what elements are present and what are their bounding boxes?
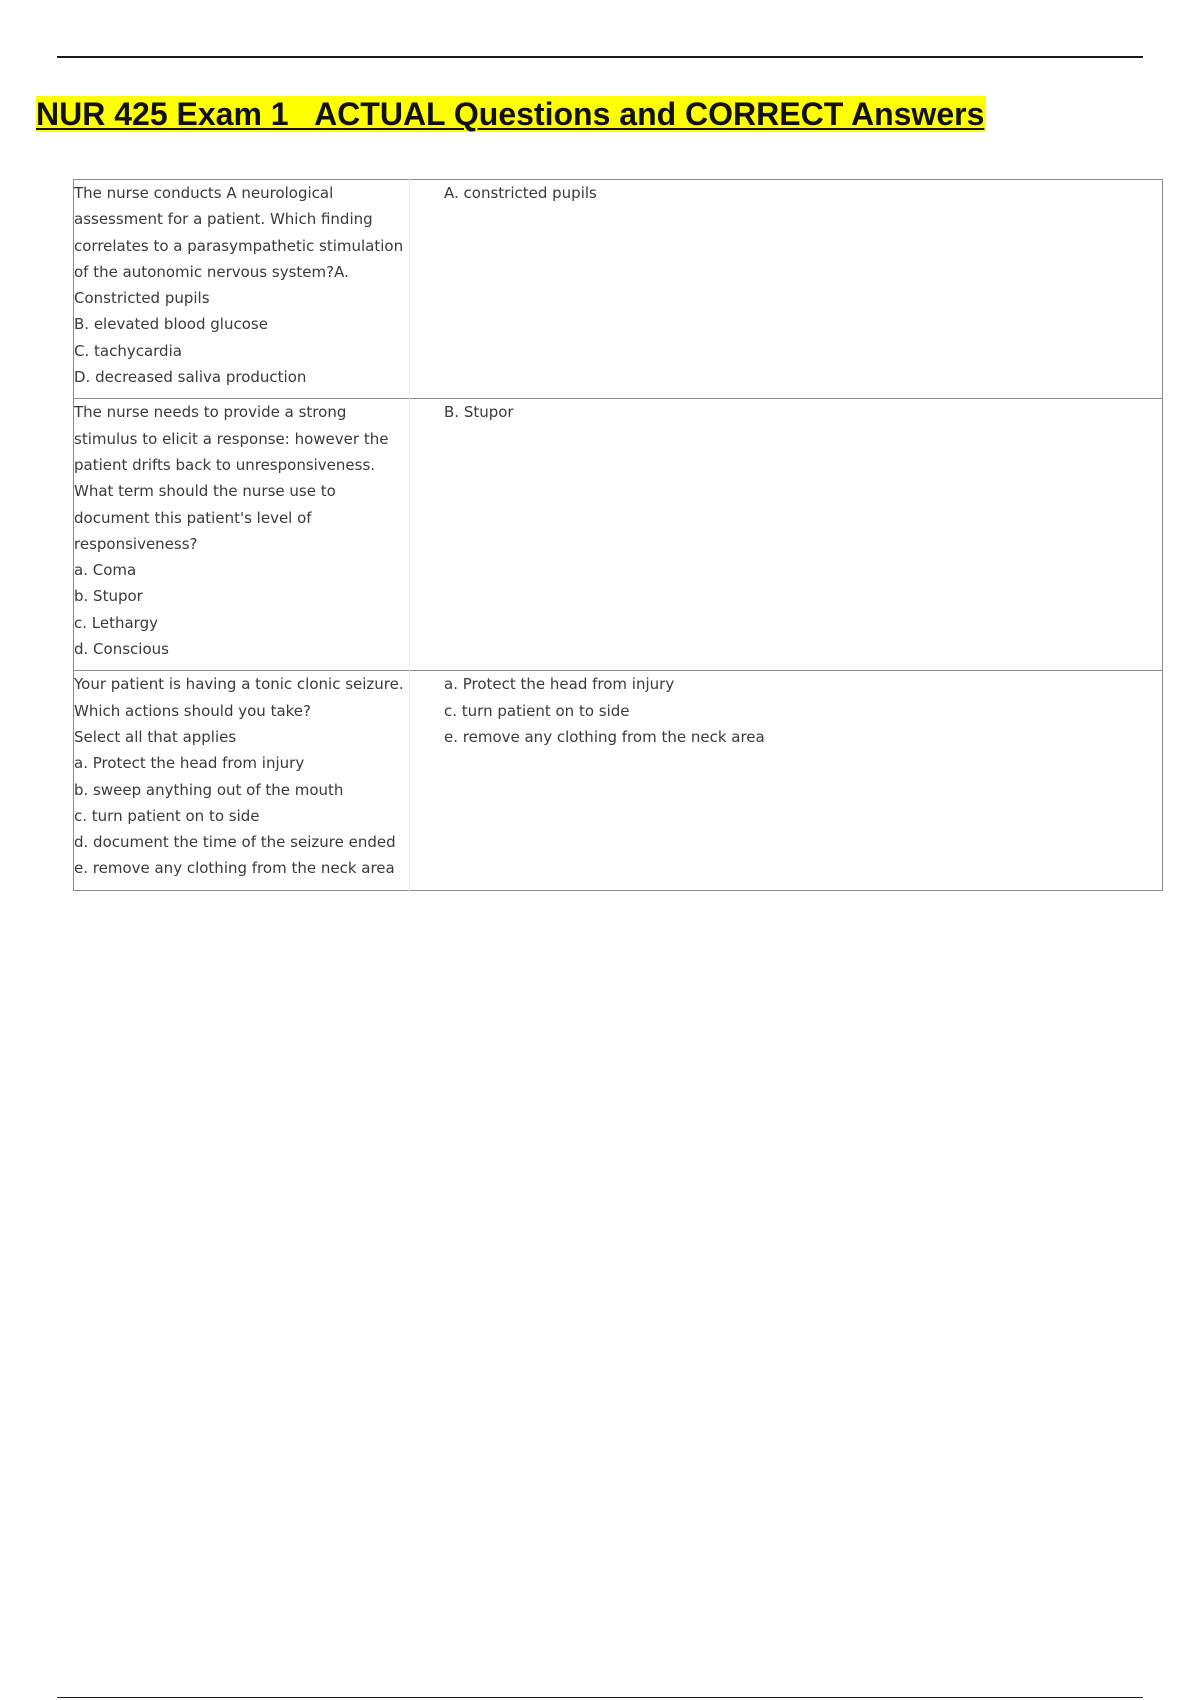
option-line: b. Stupor [74,587,143,606]
answer-cell [410,671,1163,890]
answer-line: A. constricted pupils [444,184,597,202]
question-line: Which actions should you take? [74,701,311,720]
option-line: c. Lethargy [74,613,158,632]
question-line: patient drifts back to unresponsiveness. [74,455,376,474]
option-line: b. sweep anything out of the mouth [74,780,344,799]
answer-line: B. Stupor [444,403,514,422]
question-line: What term should the nurse use to [74,482,336,501]
document-title [36,94,986,134]
question-line: document this patient's level of [74,508,312,527]
answer-cell [410,399,1163,671]
option-line: a. Coma [74,561,137,580]
question-cell [74,399,410,671]
option-line: e. remove any clothing from the neck area [74,859,395,878]
question-line: Your patient is having a tonic clonic seizure. [74,675,404,694]
table-row [74,180,1163,399]
question-line: responsiveness? [74,534,198,553]
table-row [74,671,1163,890]
option-line: D. decreased saliva production [74,368,307,387]
question-line: of the autonomic nervous system?A. [74,262,349,281]
option-line: d. Conscious [74,640,169,659]
option-line: d. document the time of the seizure ended [74,833,396,852]
question-line: stimulus to elicit a response: however the [74,429,389,448]
option-line: a. Protect the head from injury [74,754,305,773]
question-line: Select all that applies [74,727,237,746]
question-line: The nurse conducts A neurological [74,184,334,202]
question-line: The nurse needs to provide a strong [74,403,347,422]
table-row [74,399,1163,671]
header-rule [57,56,1143,58]
question-cell [74,180,410,399]
option-line: B. elevated blood glucose [74,315,268,334]
option-line: c. turn patient on to side [74,806,260,825]
answer-line: c. turn patient on to side [444,701,630,720]
footer-rule [57,1697,1143,1698]
question-line: assessment for a patient. Which finding [74,210,373,229]
answer-line: a. Protect the head from injury [444,675,675,694]
answer-line: e. remove any clothing from the neck area [444,727,765,746]
question-line: correlates to a parasympathetic stimulation [74,236,404,255]
question-line: Constricted pupils [74,289,210,308]
qa-table [73,179,1163,891]
answer-cell [410,180,1163,399]
option-line: C. tachycardia [74,341,182,360]
question-cell [74,671,410,890]
document-title-text: NUR 425 Exam 1 ACTUAL Questions and CORRECT Answers [36,96,985,132]
